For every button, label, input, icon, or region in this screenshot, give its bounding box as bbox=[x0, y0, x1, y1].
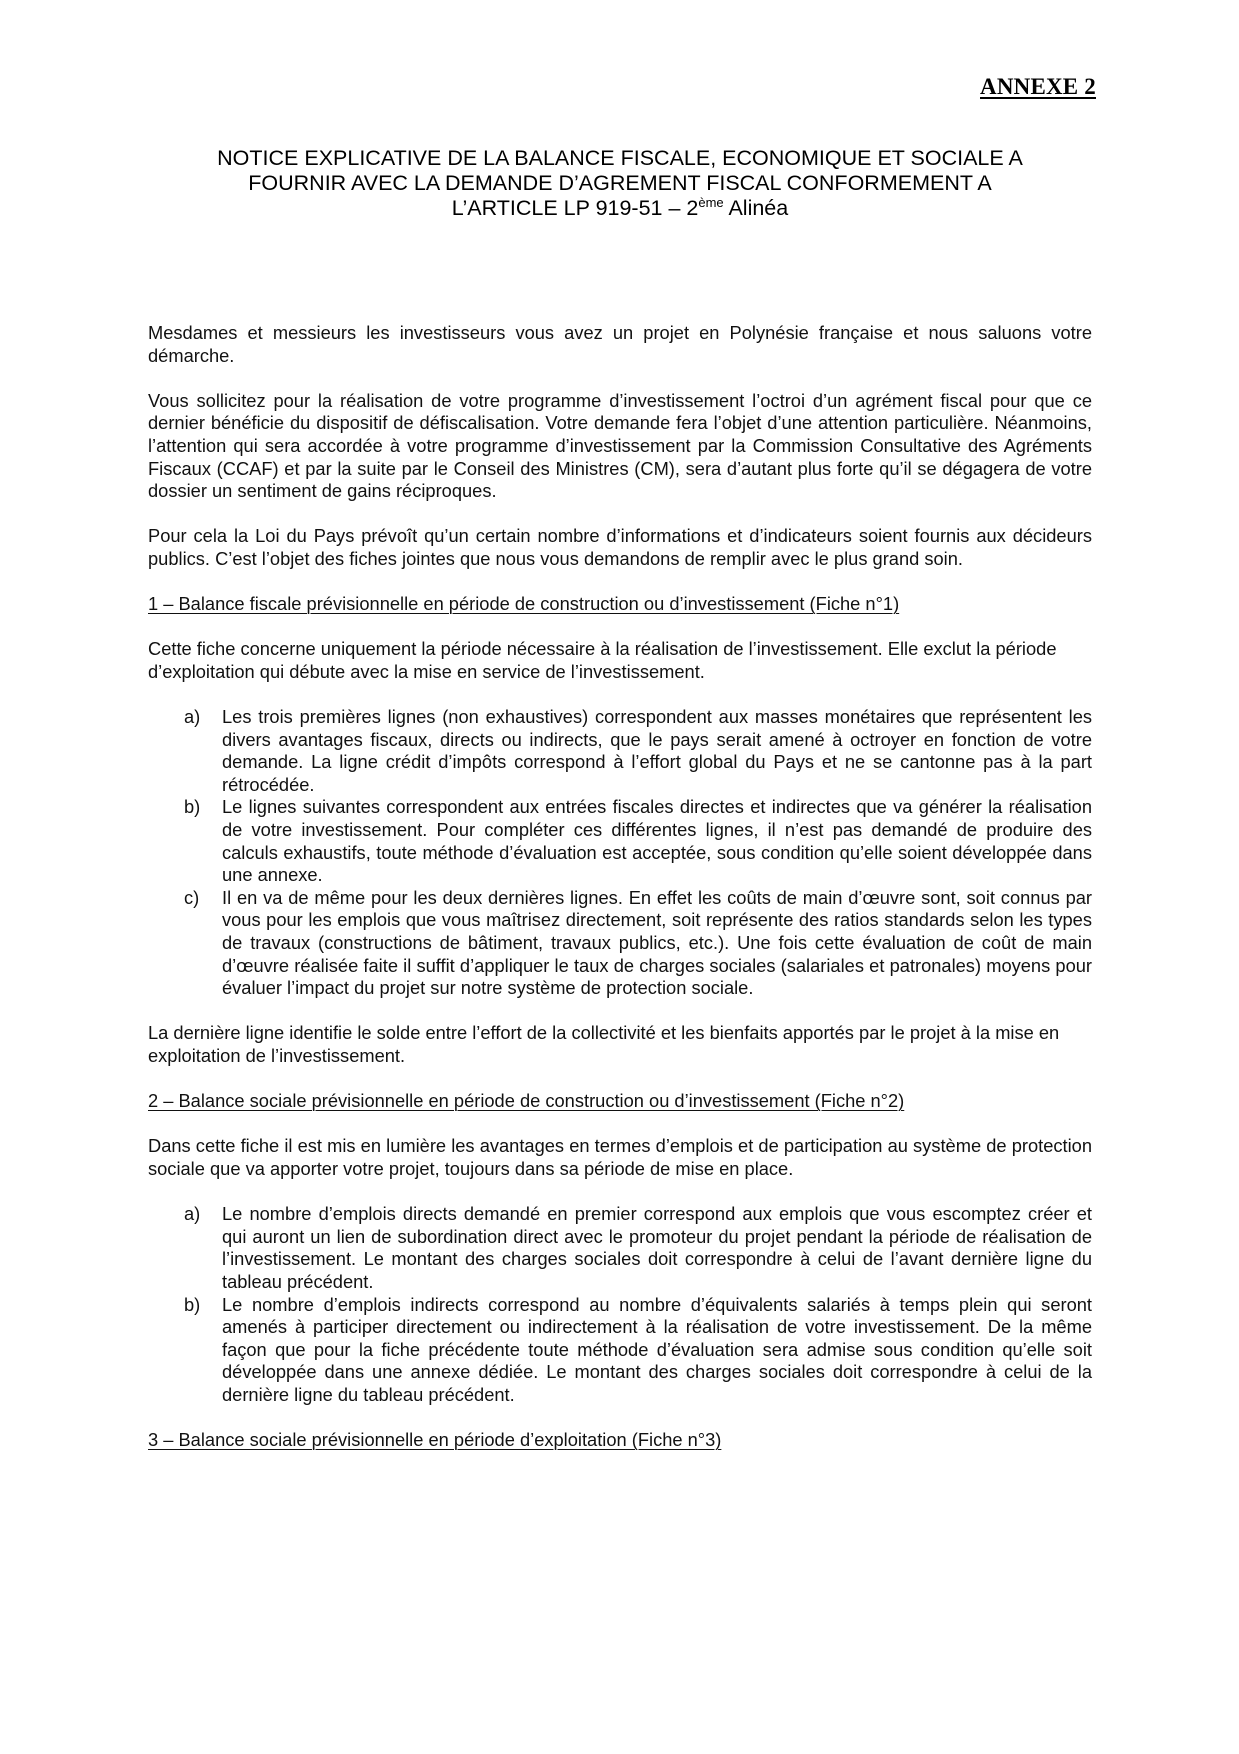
list-item-text: Les trois premières lignes (non exhaustives) correspondent aux masses monétaires que représentent les divers avantages fiscaux, directs ou indirects, que le pays serait amené à octroyer en fonction de votre demande. La ligne crédit d’impôts correspond à l’effort global du Pays et ne se cantonne pas à la part rétrocédée. bbox=[222, 706, 1092, 795]
document-body bbox=[148, 322, 1092, 1474]
section-1-item-a bbox=[148, 706, 1092, 796]
list-item-text: Le lignes suivantes correspondent aux entrées fiscales directes et indirectes que va générer la réalisation de votre investissement. Pour compléter ces différentes lignes, il n’est pas demandé de produire des calculs exhaustifs, toute méthode d’évaluation est acceptée, sous condition qu’elle soient développée dans une annexe. bbox=[222, 796, 1092, 886]
list-marker: a) bbox=[184, 1203, 201, 1225]
intro-paragraph-3: Pour cela la Loi du Pays prévoît qu’un certain nombre d’informations et d’indicateurs soient fournis aux décideurs publics. C’est l’objet des fiches jointes que nous vous demandons de remplir avec le plus grand soin. bbox=[148, 525, 1092, 569]
title-line-3-suffix: Alinéa bbox=[723, 196, 789, 220]
list-marker: c) bbox=[184, 886, 200, 908]
list-marker: b) bbox=[184, 1293, 201, 1315]
intro-paragraph-2: Vous sollicitez pour la réalisation de votre programme d’investissement l’octroi d’un agrément fiscal pour que ce dernier bénéficie du dispositif de défiscalisation. Votre demande fera l’objet d’une attention particulière. Néanmoins, l’attention qui sera accordée à votre programme d’investissement par la Commission Consultative des Agréments Fiscaux (CCAF) et par la suite par le Conseil des Ministres (CM), sera d’autant plus forte qu’il se dégagera de votre dossier un sentiment de gains réciproques. bbox=[148, 389, 1092, 502]
section-1-outro: La dernière ligne identifie le solde entre l’effort de la collectivité et les bienfaits apportés par le projet à la mise en exploitation de l’investissement. bbox=[148, 1022, 1060, 1066]
section-2-item-a bbox=[148, 1203, 1092, 1293]
section-2-intro: Dans cette fiche il est mis en lumière les avantages en termes d’emplois et de participation au système de protection sociale que va apporter votre projet, toujours dans sa période de mise en place. bbox=[148, 1135, 1092, 1179]
section-1-heading: 1 – Balance fiscale prévisionnelle en période de construction ou d’investissement (Fiche n°1) bbox=[148, 593, 900, 615]
document-title bbox=[148, 146, 1092, 221]
section-1-item-c bbox=[148, 887, 1092, 1000]
list-item-text: Le nombre d’emplois indirects correspond au nombre d’équivalents salariés à temps plein qui seront amenés à participer directement ou indirectement à la réalisation de votre investissement. De la même façon que pour la fiche précédente toute méthode d’évaluation sera admise sous condition qu’elle soit développée dans une annexe dédiée. Le montant des charges sociales doit correspondre à celui de la dernière ligne du tableau précédent. bbox=[222, 1293, 1092, 1405]
list-item-text: Le nombre d’emplois directs demandé en premier correspond aux emplois que vous escomptez créer et qui auront un lien de subordination direct avec le promoteur du projet pendant la période de réalisation de l’investissement. Le montant des charges sociales doit correspondre à celui de l’avant dernière ligne du tableau précédent. bbox=[222, 1203, 1092, 1292]
title-line-3-prefix: L’ARTICLE LP 919-51 – 2 bbox=[451, 196, 699, 220]
section-1-intro: Cette fiche concerne uniquement la période nécessaire à la réalisation de l’investissement. Elle exclut la période d’exploitation qui débute avec la mise en service de l’investissement. bbox=[148, 638, 1057, 682]
annex-label: ANNEXE 2 bbox=[980, 74, 1096, 99]
list-marker: a) bbox=[184, 706, 201, 728]
title-line-3 bbox=[148, 196, 1092, 221]
title-line-2: FOURNIR AVEC LA DEMANDE D’AGREMENT FISCAL CONFORMEMENT A bbox=[248, 171, 992, 195]
title-line-3-superscript: ème bbox=[698, 195, 724, 210]
list-marker: b) bbox=[184, 796, 201, 818]
section-2-item-b bbox=[148, 1294, 1092, 1407]
section-2-heading: 2 – Balance sociale prévisionnelle en période de construction ou d’investissement (Fiche n°2) bbox=[148, 1090, 905, 1112]
title-line-1: NOTICE EXPLICATIVE DE LA BALANCE FISCALE, ECONOMIQUE ET SOCIALE A bbox=[217, 146, 1023, 170]
section-2-list bbox=[148, 1203, 1092, 1406]
section-1-list bbox=[148, 706, 1092, 1000]
section-3-heading: 3 – Balance sociale prévisionnelle en période d’exploitation (Fiche n°3) bbox=[148, 1429, 722, 1451]
section-1-item-b bbox=[148, 796, 1092, 886]
intro-paragraph-1: Mesdames et messieurs les investisseurs vous avez un projet en Polynésie française et nous saluons votre démarche. bbox=[148, 322, 1092, 366]
list-item-text: Il en va de même pour les deux dernières lignes. En effet les coûts de main d’œuvre sont, soit connus par vous pour les emplois que vous maîtrisez directement, soit représente des ratios standards selon les types de travaux (constructions de bâtiment, travaux publics, etc.). Une fois cette évaluation de coût de main d’œuvre réalisée faite il suffit d’appliquer le taux de charges sociales (salariales et patronales) moyens pour évaluer l’impact du projet sur notre système de protection sociale. bbox=[222, 886, 1092, 999]
